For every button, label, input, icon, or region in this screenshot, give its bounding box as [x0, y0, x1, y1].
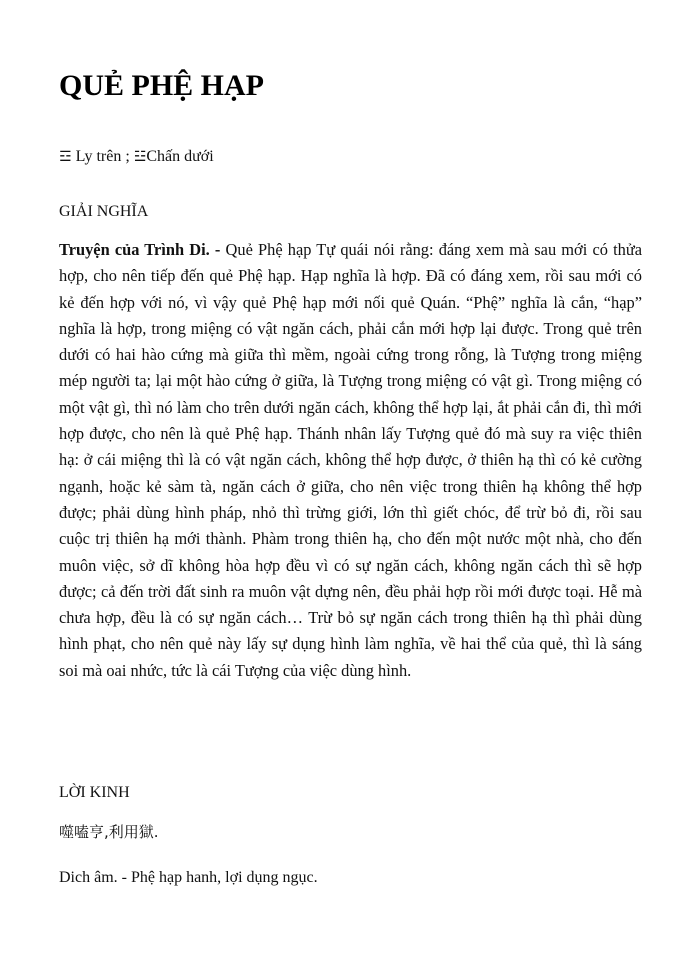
trigram-line	[59, 145, 214, 169]
commentary-text: Quẻ Phệ hạp Tự quái nói rằng: đáng xem mà sau mới có thửa hợp, cho nên tiếp đến quẻ Phệ hạp. Hạp nghĩa là hợp. Đã có đáng xem, rồi sau mới có kẻ đến hợp với nó, vì vậy quẻ Phệ hạp mới nối quẻ Quán. “Phệ” nghĩa là cắn, “hạp” nghĩa là hợp, trong miệng có vật ngăn cách, phải cắn mới hợp lại được. Trong quẻ trên dưới có hai hào cứng mà giữa thì mềm, ngoài cứng trong rỗng, là Tượng trong miệng mép người ta; lại một hào cứng ở giữa, là Tượng trong miệng có vật gì. Trong miệng có một vật gì, thì nó làm cho trên dưới ngăn cách, không thể hợp lại, ắt phải cắn đi, thì mới hợp được, cho nên là quẻ Phệ hạp. Thánh nhân lấy Tượng quẻ đó mà suy ra việc thiên hạ: ở cái miệng thì là có vật ngăn cách, không thể hợp được, ở thiên hạ thì có kẻ cường ngạnh, hoặc kẻ sàm tà, ngăn cách ở giữa, cho nên việc trong thiên hạ không thể hợp được; phải dùng hình pháp, nhỏ thì trừng giới, lớn thì giết chóc, để trừ bỏ đi, rồi sau cuộc trị thiên hạ mới thành. Phàm trong thiên hạ, cho đến một nước một nhà, cho đến muôn việc, sở dĩ không hòa hợp đều vì có sự ngăn cách, không ngăn cách thì sẽ hợp được; cả đến trời đất sinh ra muôn vật dựng nên, đều phải hợp rồi mới được toại. Hễ mà chưa hợp, đều là có sự ngăn cách… Trừ bỏ sự ngăn cách trong thiên hạ thì phải dùng hình phạt, cho nên quẻ này lấy sự dụng hình làm nghĩa, về hai thể của quẻ, thì là sáng soi mà oai nhức, tức là cái Tượng của việc dùng hình.	[59, 240, 642, 680]
scripture-chinese: 噬嗑亨,利用獄.	[59, 823, 159, 841]
trigram-upper-label: Ly trên ;	[71, 148, 134, 165]
commentary-author: Truyện của Trình Di. -	[59, 240, 221, 259]
page-title: QUẺ PHỆ HẠP	[59, 69, 265, 102]
scripture-transliteration: Dich âm. - Phệ hạp hanh, lợi dụng ngục.	[59, 869, 318, 886]
trigram-li-icon: ☲	[59, 149, 72, 165]
trigram-lower-label: Chấn dưới	[146, 148, 214, 165]
section-heading-meaning: GIẢI NGHĨA	[59, 203, 149, 220]
trigram-zhen-icon: ☳	[133, 149, 147, 165]
commentary-paragraph	[59, 237, 642, 684]
section-heading-scripture: LỜI KINH	[59, 784, 130, 801]
